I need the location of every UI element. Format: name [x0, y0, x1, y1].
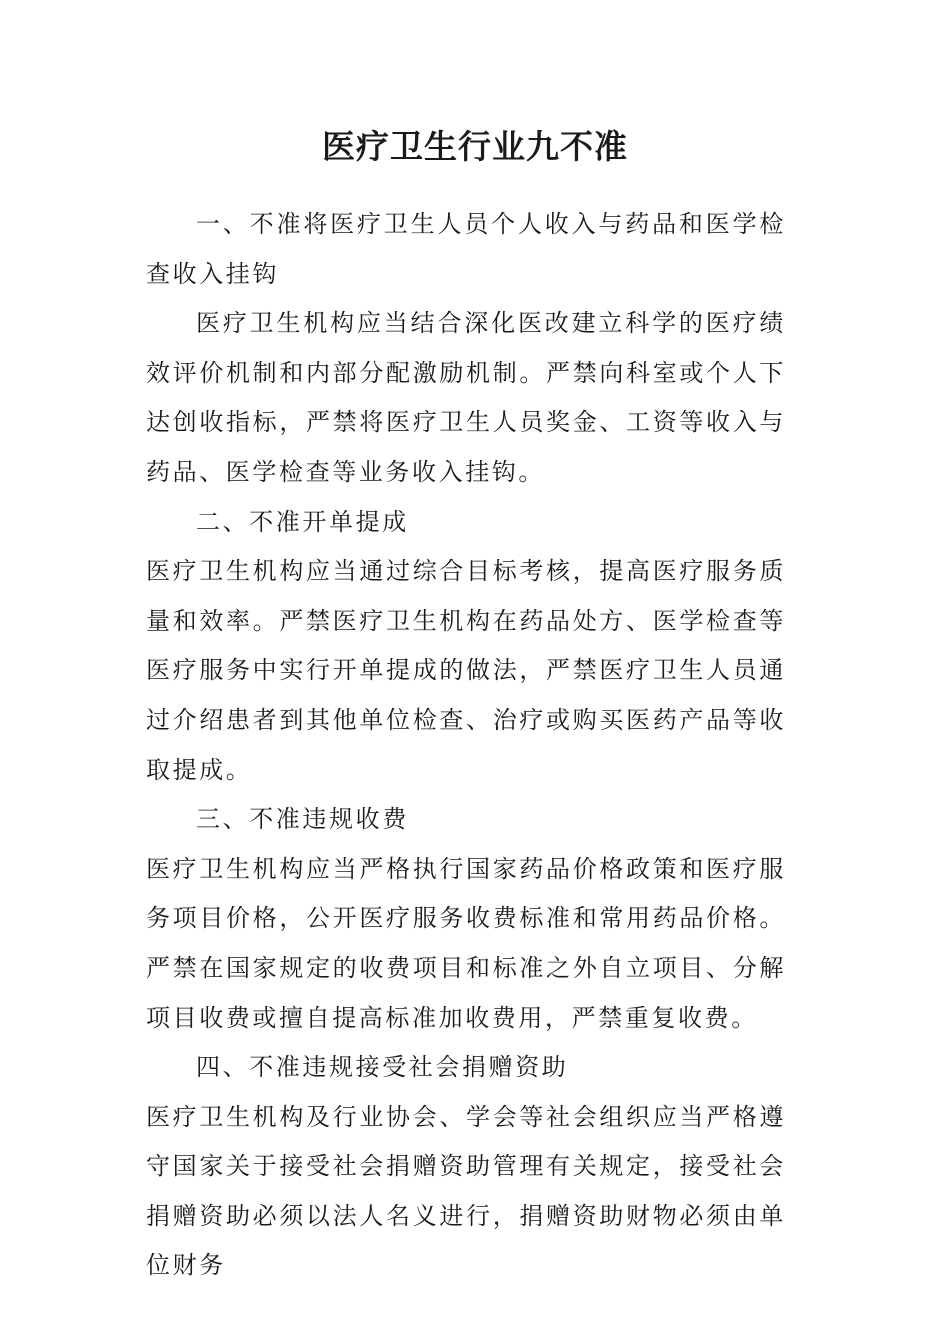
section-heading-4: 四、不准违规接受社会捐赠资助: [196, 1053, 569, 1082]
section-heading-2: 二、不准开单提成: [196, 507, 409, 536]
section-body-2: 医疗卫生机构应当通过综合目标考核，提高医疗服务质量和效率。严禁医疗卫生机构在药品处方、医学检查等医疗服务中实行开单提成的做法，严禁医疗卫生人员通过介绍患者到其他单位检查、治疗或购买医药产品等收取提成。: [146, 557, 786, 784]
section-heading-1: 一、不准将医疗卫生人员个人收入与药品和医学检查收入挂钩: [146, 210, 786, 288]
section-body-3: 医疗卫生机构应当严格执行国家药品价格政策和医疗服务项目价格，公开医疗服务收费标准和常用药品价格。严禁在国家规定的收费项目和标准之外自立项目、分解项目收费或擅自提高标准加收费用，严禁重复收费。: [146, 854, 786, 1032]
document-body: [146, 200, 786, 1291]
section-body-4: 医疗卫生机构及行业协会、学会等社会组织应当严格遵守国家关于接受社会捐赠资助管理有关规定，接受社会捐赠资助必须以法人名义进行，捐赠资助财物必须由单位财务: [146, 1102, 786, 1280]
section-body-1: 医疗卫生机构应当结合深化医改建立科学的医疗绩效评价机制和内部分配激励机制。严禁向科室或个人下达创收指标，严禁将医疗卫生人员奖金、工资等收入与药品、医学检查等业务收入挂钩。: [146, 309, 786, 486]
section-heading-3: 三、不准违规收费: [196, 805, 409, 834]
document-title: 医疗卫生行业九不准: [322, 127, 628, 166]
